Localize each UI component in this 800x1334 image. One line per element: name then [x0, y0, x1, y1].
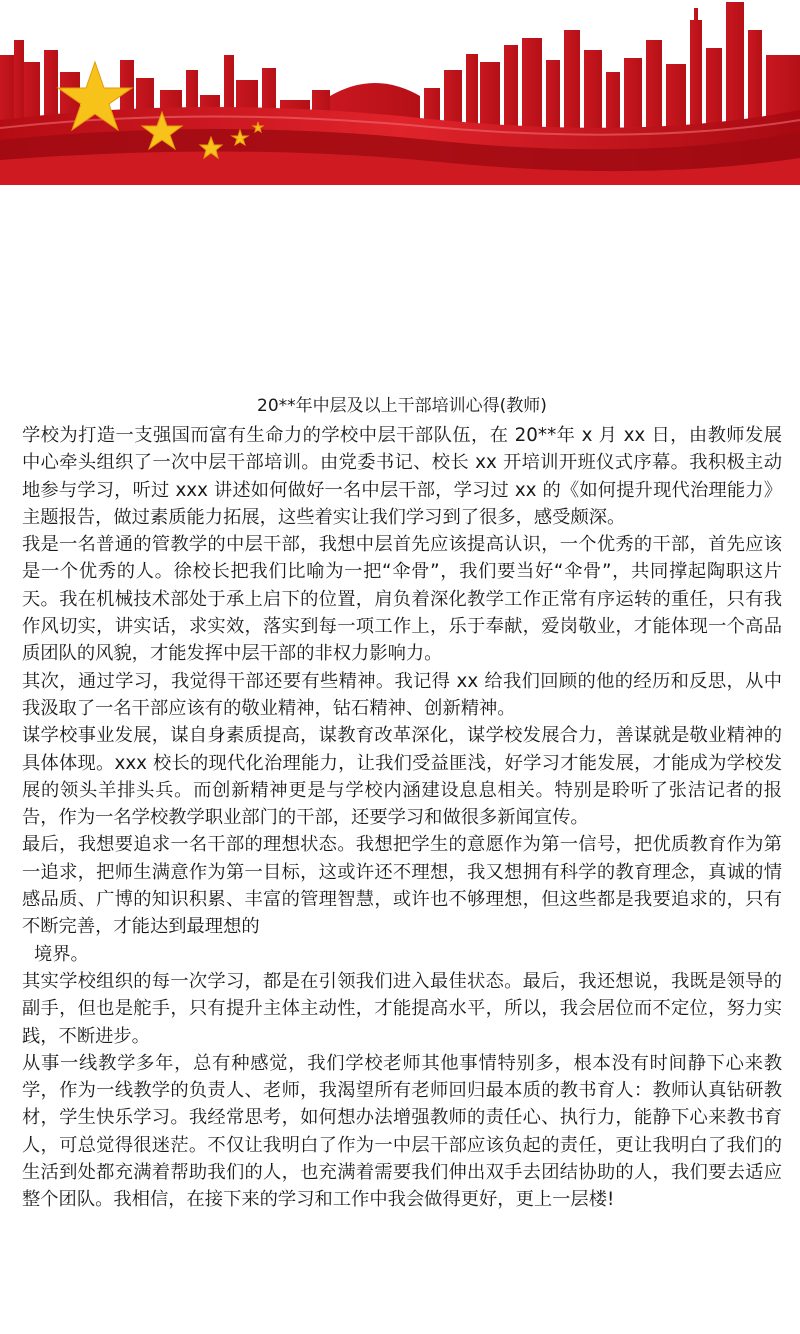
paragraph: 其实学校组织的每一次学习，都是在引领我们进入最佳状态。最后，我还想说，我既是领导的副手，但也是舵手，只有提升主体主动性，才能提高水平，所以，我会居位而不定位，努力实践，不断进步。 [22, 970, 782, 1047]
paragraph: 境界。 [34, 943, 89, 965]
paragraph: 从事一线教学多年，总有种感觉，我们学校老师其他事情特别多，根本没有时间静下心来教学，作为一线教学的负责人、老师，我渴望所有老师回归最本质的教书育人：教师认真钻研教材，学生快乐学习。我经常思考，如何想办法增强教师的责任心、执行力，能静下心来教书育人，可总觉得很迷茫。不仅让我明白了作为一中层干部应该负起的责任，更让我明白了我们的生活到处都充满着帮助我们的人，也充满着需要我们伸出双手去团结协助的人，我们要去适应整个团队。我相信，在接下来的学习和工作中我会做得更好，更上一层楼! [22, 1052, 782, 1211]
document-body [22, 392, 782, 1214]
document-title: 20**年中层及以上干部培训心得(教师) [257, 396, 547, 416]
paragraph: 谋学校事业发展，谋自身素质提高，谋教育改革深化，谋学校发展合力，善谋就是敬业精神的具体体现。xxx 校长的现代化治理能力，让我们受益匪浅，好学习才能发展，才能成为学校发展的领头羊排头兵。而创新精神更是与学校内涵建设息息相关。特别是聆听了张洁记者的报告，作为一名学校教学职业部门的干部，还要学习和做很多新闻宣传。 [22, 725, 782, 829]
paragraph: 我是一名普通的管教学的中层干部，我想中层首先应该提高认识，一个优秀的干部，首先应该是一个优秀的人。徐校长把我们比喻为一把“伞骨”，我们要当好“伞骨”，共同撑起陶职这片天。我在机械技术部处于承上启下的位置，肩负着深化教学工作正常有序运转的重任，只有我作风切实，讲实话，求实效，落实到每一项工作上，乐于奉献，爱岗敬业，才能体现一个高品质团队的风貌，才能发挥中层干部的非权力影响力。 [22, 534, 782, 665]
paragraph: 其次，通过学习，我觉得干部还要有些精神。我记得 xx 给我们回顾的他的经历和反思，从中我汲取了一名干部应该有的敬业精神，钻石精神、创新精神。 [22, 670, 782, 719]
header-banner [0, 0, 800, 185]
paragraph: 最后，我想要追求一名干部的理想状态。我想把学生的意愿作为第一信号，把优质教育作为第一追求，把师生满意作为第一目标，这或许还不理想，我又想拥有科学的教育理念，真诚的情感品质、广博的知识积累、丰富的管理智慧，或许也不够理想，但这些都是我要追求的，只有不断完善，才能达到最理想的 [22, 834, 782, 938]
paragraph: 学校为打造一支强国而富有生命力的学校中层干部队伍，在 20**年 x 月 xx 日，由教师发展中心牵头组织了一次中层干部培训。由党委书记、校长 xx 开培训开班仪式序幕。我积极主动地参与学习，听过 xxx 讲述如何做好一名中层干部，学习过 xx 的《如何提升现代治理能力》主题报告，做过素质能力拓展，这些着实让我们学习到了很多，感受颇深。 [22, 425, 782, 528]
